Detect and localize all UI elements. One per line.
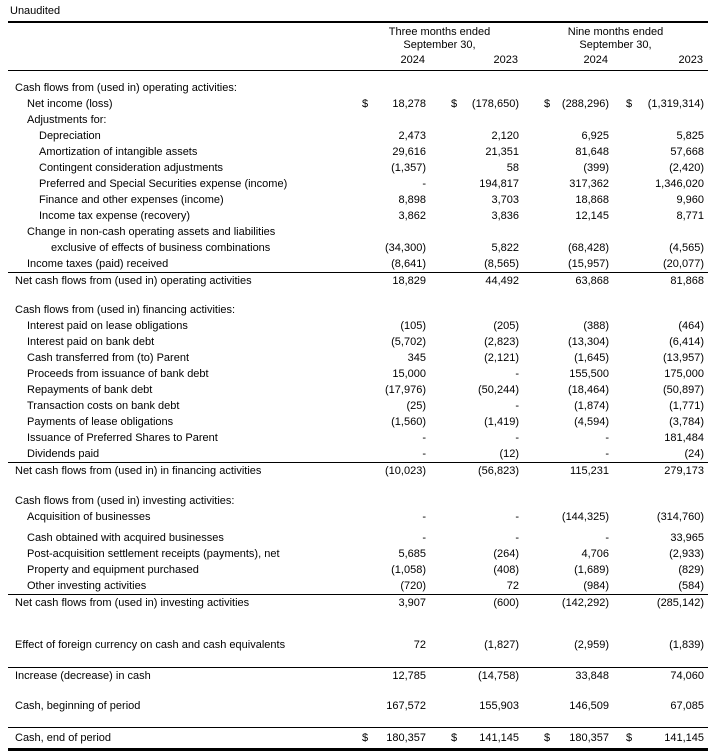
value-cell: (12) — [499, 448, 519, 460]
value-cell: 5,822 — [491, 242, 519, 254]
value-cell — [356, 112, 430, 128]
value-cell — [613, 730, 708, 746]
row-label: Increase (decrease) in cash — [15, 670, 151, 682]
table-row — [8, 414, 708, 430]
value-cell: 8,771 — [676, 210, 704, 222]
value-cell — [613, 302, 708, 318]
value-cell: 3,836 — [491, 210, 519, 222]
row-label: Adjustments for: — [27, 114, 107, 126]
value-cell: (285,142) — [656, 597, 704, 609]
value-cell: 6,925 — [581, 130, 609, 142]
value-cell — [356, 302, 430, 318]
value-cell: (56,823) — [478, 465, 519, 477]
value-cell — [356, 96, 430, 112]
currency-symbol: $ — [451, 98, 458, 110]
unaudited-label: Unaudited — [10, 5, 61, 17]
value-cell: (68,428) — [568, 242, 609, 254]
value-cell: 81,868 — [670, 275, 704, 287]
cell-value: 180,357 — [386, 732, 426, 744]
value-cell: - — [422, 511, 426, 523]
row-spacer — [8, 611, 708, 637]
table-row — [8, 112, 708, 128]
table-row — [8, 96, 708, 112]
value-cell: - — [422, 432, 426, 444]
value-cell: 18,868 — [575, 194, 609, 206]
value-cell: 63,868 — [575, 275, 609, 287]
row-spacer — [8, 684, 708, 698]
value-cell: - — [515, 532, 519, 544]
value-cell: (6,414) — [669, 336, 704, 348]
value-cell: (2,823) — [484, 336, 519, 348]
table-row — [8, 176, 708, 192]
currency-symbol: $ — [451, 732, 458, 744]
row-label: Cash flows from (used in) financing activities: — [15, 304, 236, 316]
value-cell: (984) — [583, 580, 609, 592]
row-label: Interest paid on lease obligations — [27, 320, 188, 332]
value-cell — [523, 96, 613, 112]
value-cell: 29,616 — [392, 146, 426, 158]
currency-symbol: $ — [626, 732, 633, 744]
value-cell — [613, 96, 708, 112]
value-cell: - — [605, 532, 609, 544]
value-cell: (2,933) — [669, 548, 704, 560]
period-group-header — [8, 23, 708, 52]
value-cell: 58 — [506, 162, 519, 174]
row-label: Net cash flows from (used in) investing activities — [15, 597, 250, 609]
table-row — [8, 272, 708, 289]
value-cell: (720) — [400, 580, 426, 592]
value-cell — [523, 224, 613, 240]
value-cell: (1,419) — [484, 416, 519, 428]
value-cell: 12,145 — [575, 210, 609, 222]
row-label: Other investing activities — [27, 580, 147, 592]
value-cell: 72 — [506, 580, 519, 592]
row-label: Effect of foreign currency on cash and cash equivalents — [15, 639, 286, 651]
cell-value: 141,145 — [479, 732, 519, 744]
value-cell: (1,357) — [391, 162, 426, 174]
table-row — [8, 256, 708, 272]
year-header: 2023 — [493, 54, 518, 66]
value-cell: 3,907 — [398, 597, 426, 609]
value-cell: (464) — [678, 320, 704, 332]
currency-symbol: $ — [544, 98, 551, 110]
value-cell — [613, 80, 708, 96]
value-cell: 15,000 — [392, 368, 426, 380]
table-row — [8, 446, 708, 462]
table-row — [8, 727, 708, 751]
row-spacer — [8, 653, 708, 667]
year-header-row — [8, 52, 708, 70]
year-header: 2024 — [400, 54, 425, 66]
value-cell: - — [515, 368, 519, 380]
cell-value: 180,357 — [569, 732, 609, 744]
value-cell: (24) — [684, 448, 704, 460]
value-cell — [430, 96, 523, 112]
table-row — [8, 430, 708, 446]
table-row — [8, 302, 708, 318]
value-cell: 12,785 — [392, 670, 426, 682]
table-row — [8, 546, 708, 562]
value-cell: (4,594) — [574, 416, 609, 428]
value-cell — [523, 493, 613, 509]
currency-symbol: $ — [626, 98, 633, 110]
table-row — [8, 698, 708, 714]
row-label: Contingent consideration adjustments — [39, 162, 224, 174]
value-cell — [356, 80, 430, 96]
value-cell: 3,862 — [398, 210, 426, 222]
value-cell — [430, 493, 523, 509]
value-cell — [356, 730, 430, 746]
value-cell — [523, 730, 613, 746]
value-cell: 279,173 — [664, 465, 704, 477]
value-cell: - — [422, 178, 426, 190]
table-row — [8, 366, 708, 382]
row-label: Preferred and Special Securities expense (income) — [39, 178, 288, 190]
table-row — [8, 530, 708, 546]
value-cell: (2,959) — [574, 639, 609, 651]
table-row — [8, 462, 708, 479]
value-cell: (1,839) — [669, 639, 704, 651]
value-cell: 146,509 — [569, 700, 609, 712]
row-label: Income tax expense (recovery) — [39, 210, 191, 222]
value-cell: (34,300) — [385, 242, 426, 254]
value-cell: (205) — [493, 320, 519, 332]
value-cell: (2,121) — [484, 352, 519, 364]
value-cell: (50,897) — [663, 384, 704, 396]
table-body — [8, 71, 708, 751]
value-cell — [430, 224, 523, 240]
value-cell: 181,484 — [664, 432, 704, 444]
value-cell: 2,120 — [491, 130, 519, 142]
table-row — [8, 578, 708, 594]
value-cell — [523, 112, 613, 128]
row-label: Property and equipment purchased — [27, 564, 199, 576]
value-cell: 155,500 — [569, 368, 609, 380]
table-row — [8, 667, 708, 684]
value-cell: (399) — [583, 162, 609, 174]
value-cell: (25) — [406, 400, 426, 412]
row-label: Amortization of intangible assets — [39, 146, 198, 158]
row-label: Interest paid on bank debt — [27, 336, 155, 348]
value-cell: (13,957) — [663, 352, 704, 364]
table-row — [8, 382, 708, 398]
row-spacer — [8, 289, 708, 302]
value-cell: (14,758) — [478, 670, 519, 682]
value-cell: (142,292) — [561, 597, 609, 609]
table-row — [8, 208, 708, 224]
value-cell: (408) — [493, 564, 519, 576]
value-cell: (20,077) — [663, 258, 704, 270]
value-cell: 67,085 — [670, 700, 704, 712]
value-cell: 5,685 — [398, 548, 426, 560]
value-cell: (829) — [678, 564, 704, 576]
value-cell: 72 — [413, 639, 426, 651]
value-cell: (5,702) — [391, 336, 426, 348]
year-header: 2023 — [678, 54, 703, 66]
header-spacer — [8, 54, 356, 67]
value-cell: 167,572 — [386, 700, 426, 712]
column-group-three-months — [356, 26, 523, 52]
row-label: Acquisition of businesses — [27, 511, 151, 523]
row-label: Net income (loss) — [27, 98, 113, 110]
row-label: Finance and other expenses (income) — [39, 194, 224, 206]
table-row — [8, 318, 708, 334]
row-spacer — [8, 714, 708, 727]
value-cell: 33,965 — [670, 532, 704, 544]
value-cell: - — [515, 432, 519, 444]
value-cell: (8,565) — [484, 258, 519, 270]
value-cell: 4,706 — [581, 548, 609, 560]
value-cell: 115,231 — [570, 465, 609, 477]
value-cell — [613, 224, 708, 240]
row-label: Cash flows from (used in) investing activities: — [15, 495, 235, 507]
value-cell: 194,817 — [479, 178, 519, 190]
value-cell: (314,760) — [656, 511, 704, 523]
value-cell: 9,960 — [676, 194, 704, 206]
value-cell — [430, 112, 523, 128]
row-label: Dividends paid — [27, 448, 100, 460]
table-row — [8, 350, 708, 366]
row-spacer — [8, 479, 708, 493]
value-cell — [356, 224, 430, 240]
value-cell: - — [422, 532, 426, 544]
currency-symbol: $ — [362, 98, 369, 110]
value-cell: 18,829 — [392, 275, 426, 287]
row-label: exclusive of effects of business combinations — [51, 242, 271, 254]
value-cell: (2,420) — [669, 162, 704, 174]
row-label: Post-acquisition settlement receipts (payments), net — [27, 548, 280, 560]
column-group-nine-months — [523, 26, 708, 52]
value-cell: (1,645) — [574, 352, 609, 364]
value-cell: 2,473 — [398, 130, 426, 142]
year-header: 2024 — [583, 54, 608, 66]
value-cell: (144,325) — [561, 511, 609, 523]
row-label: Depreciation — [39, 130, 101, 142]
table-row — [8, 240, 708, 256]
row-label: Payments of lease obligations — [27, 416, 174, 428]
currency-symbol: $ — [544, 732, 551, 744]
value-cell — [613, 112, 708, 128]
row-label: Cash, beginning of period — [15, 700, 141, 712]
value-cell: 1,346,020 — [655, 178, 704, 190]
value-cell: 44,492 — [485, 275, 519, 287]
table-row — [8, 224, 708, 240]
row-label: Income taxes (paid) received — [27, 258, 169, 270]
value-cell — [356, 493, 430, 509]
value-cell: - — [605, 432, 609, 444]
value-cell — [523, 302, 613, 318]
value-cell: (600) — [493, 597, 519, 609]
value-cell: 33,848 — [575, 670, 609, 682]
row-label: Proceeds from issuance of bank debt — [27, 368, 209, 380]
value-cell: (18,464) — [568, 384, 609, 396]
cell-value: (1,319,314) — [647, 98, 704, 110]
value-cell: - — [515, 400, 519, 412]
row-label: Change in non-cash operating assets and liabilities — [27, 226, 276, 238]
value-cell: 74,060 — [670, 670, 704, 682]
table-row — [8, 160, 708, 176]
row-label: Transaction costs on bank debt — [27, 400, 180, 412]
currency-symbol: $ — [362, 732, 369, 744]
column-group-label: Nine months ended September 30, — [567, 26, 664, 51]
table-row — [8, 398, 708, 414]
value-cell: 175,000 — [664, 368, 704, 380]
table-row — [8, 144, 708, 160]
value-cell: (50,244) — [478, 384, 519, 396]
value-cell: - — [422, 448, 426, 460]
value-cell: (17,976) — [385, 384, 426, 396]
cell-value: (288,296) — [561, 98, 609, 110]
table-row — [8, 509, 708, 525]
value-cell: (13,304) — [568, 336, 609, 348]
value-cell: (1,689) — [574, 564, 609, 576]
value-cell: (264) — [493, 548, 519, 560]
value-cell: (388) — [583, 320, 609, 332]
value-cell: 57,668 — [670, 146, 704, 158]
table-row — [8, 192, 708, 208]
table-row — [8, 128, 708, 144]
value-cell — [430, 302, 523, 318]
value-cell: (584) — [678, 580, 704, 592]
value-cell — [613, 493, 708, 509]
value-cell: 317,362 — [569, 178, 609, 190]
row-label: Net cash flows from (used in) in financing activities — [15, 465, 262, 477]
value-cell: 3,703 — [491, 194, 519, 206]
value-cell: 8,898 — [398, 194, 426, 206]
value-cell: 21,351 — [485, 146, 519, 158]
row-label: Cash transferred from (to) Parent — [27, 352, 190, 364]
row-label: Issuance of Preferred Shares to Parent — [27, 432, 218, 444]
value-cell — [523, 80, 613, 96]
row-label: Cash flows from (used in) operating activities: — [15, 82, 237, 94]
value-cell: (105) — [400, 320, 426, 332]
row-label: Repayments of bank debt — [27, 384, 153, 396]
header-spacer — [8, 26, 356, 52]
table-row — [8, 637, 708, 653]
value-cell: (1,874) — [574, 400, 609, 412]
value-cell: 5,825 — [676, 130, 704, 142]
value-cell: (1,771) — [669, 400, 704, 412]
row-label: Net cash flows from (used in) operating activities — [15, 275, 252, 287]
table-row — [8, 562, 708, 578]
value-cell: 345 — [407, 352, 426, 364]
value-cell: (1,058) — [391, 564, 426, 576]
row-label: Cash, end of period — [15, 732, 112, 744]
table-row — [8, 594, 708, 611]
cell-value: 141,145 — [664, 732, 704, 744]
value-cell: 81,648 — [575, 146, 609, 158]
value-cell: (3,784) — [669, 416, 704, 428]
table-row — [8, 334, 708, 350]
cell-value: (178,650) — [471, 98, 519, 110]
value-cell: (15,957) — [568, 258, 609, 270]
column-group-label: Three months ended September 30, — [388, 26, 491, 51]
value-cell: (1,560) — [391, 416, 426, 428]
value-cell: (8,641) — [391, 258, 426, 270]
value-cell: (1,827) — [484, 639, 519, 651]
table-row — [8, 493, 708, 509]
value-cell: (10,023) — [385, 465, 426, 477]
value-cell: (4,565) — [669, 242, 704, 254]
table-row — [8, 80, 708, 96]
value-cell — [430, 730, 523, 746]
row-label: Cash obtained with acquired businesses — [27, 532, 224, 544]
value-cell: - — [515, 511, 519, 523]
cell-value: 18,278 — [392, 98, 426, 110]
value-cell — [430, 80, 523, 96]
value-cell: - — [605, 448, 609, 460]
value-cell: 155,903 — [479, 700, 519, 712]
